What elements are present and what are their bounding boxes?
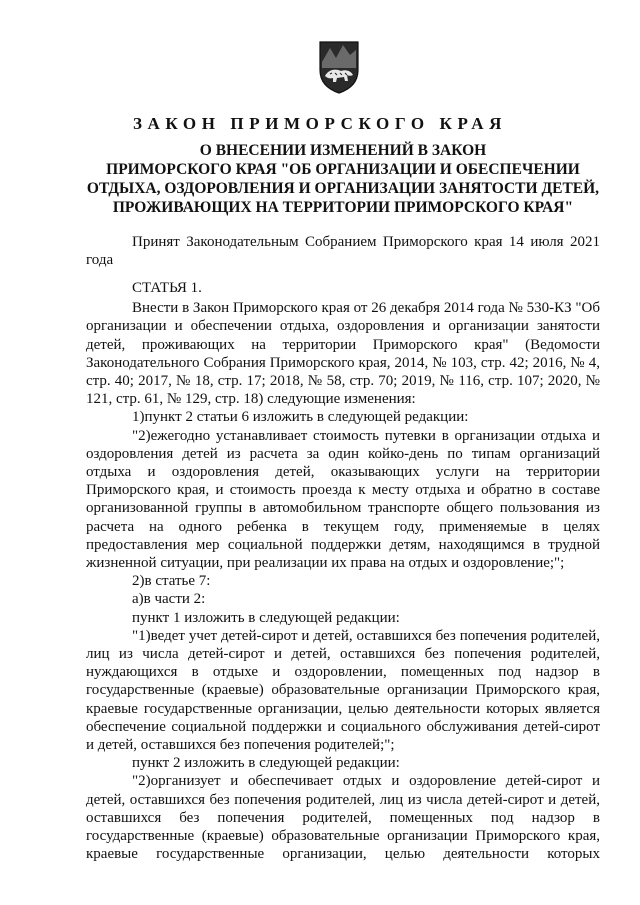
subtitle-line: ПРИМОРСКОГО КРАЯ "ОБ ОРГАНИЗАЦИИ И ОБЕСПЕЧЕНИИ: [106, 161, 580, 178]
paragraph: "1)ведет учет детей-сирот и детей, оставшихся без попечения родителей, лиц из числа детей-сирот и детей, оставшихся без попечения родителей, нуждающихся в отдыхе и оздоровлении, помещенных под надзор в государственные (краевые) образовательные организации Приморского края, краевые государственные организации, целью деятельности которых является обеспечение социальной поддержки и социального обслуживания детей-сирот и детей, оставшихся без попечения родителей;";: [86, 627, 600, 754]
law-subtitle: [86, 141, 600, 217]
adoption-note: Принят Законодательным Собранием Приморского края 14 июля 2021 года: [86, 234, 600, 268]
coat-of-arms-icon: [318, 40, 360, 94]
subtitle-line: ПРОЖИВАЮЩИХ НА ТЕРРИТОРИИ ПРИМОРСКОГО КРАЯ": [112, 199, 574, 216]
paragraph: пункт 1 изложить в следующей редакции:: [132, 609, 400, 626]
article-heading: СТАТЬЯ 1.: [132, 280, 202, 296]
paragraph: "2)организует и обеспечивает отдых и оздоровление детей-сирот и детей, оставшихся без попечения родителей, лиц из числа детей-сирот и детей, оставшихся без попечения родителей, помещенных под надзор в государственные (краевые) образовательные организации Приморского края, краевые государственные организации, целью деятельности которых: [86, 773, 600, 863]
paragraph: Внести в Закон Приморского края от 26 декабря 2014 года № 530-КЗ "Об организации и обеспечении отдыха, оздоровления и организации занятости детей, проживающих на территории Приморского края" (Ведомости Законодательного Собрания Приморского края, 2014, № 103, стр. 42; 2016, № 4, стр. 40; 2017, № 18, стр. 17; 2018, № 58, стр. 70; 2019, № 116, стр. 107; 2020, № 121, стр. 61, № 129, стр. 18) следующие изменения:: [86, 300, 600, 408]
paragraph: 1)пункт 2 статьи 6 изложить в следующей редакции:: [132, 409, 469, 426]
subtitle-line: О ВНЕСЕНИИ ИЗМЕНЕНИЙ В ЗАКОН: [199, 142, 487, 159]
subtitle-line: ОТДЫХА, ОЗДОРОВЛЕНИЯ И ОРГАНИЗАЦИИ ЗАНЯТОСТИ ДЕТЕЙ,: [86, 180, 600, 197]
paragraph: пункт 2 изложить в следующей редакции:: [132, 755, 400, 772]
paragraph: а)в части 2:: [132, 591, 206, 608]
law-title: ЗАКОН ПРИМОРСКОГО КРАЯ: [132, 114, 508, 133]
article-body: [86, 279, 600, 864]
paragraph: "2)ежегодно устанавливает стоимость путевки в организации отдыха и оздоровления детей из расчета за один койко-день по типам организаций отдыха и оздоровления детей, оказывающих услуги на территории Приморского края, и стоимость проезда к месту отдыха и обратно в составе организованной группы в автомобильном транспорте общего пользования из расчета на одного ребенка в текущем году, применяемые в целях предоставления мер социальной поддержки детям, находящимся в трудной жизненной ситуации, при реализации их права на отдых и оздоровление;";: [86, 427, 600, 572]
paragraph: 2)в статье 7:: [132, 573, 211, 590]
